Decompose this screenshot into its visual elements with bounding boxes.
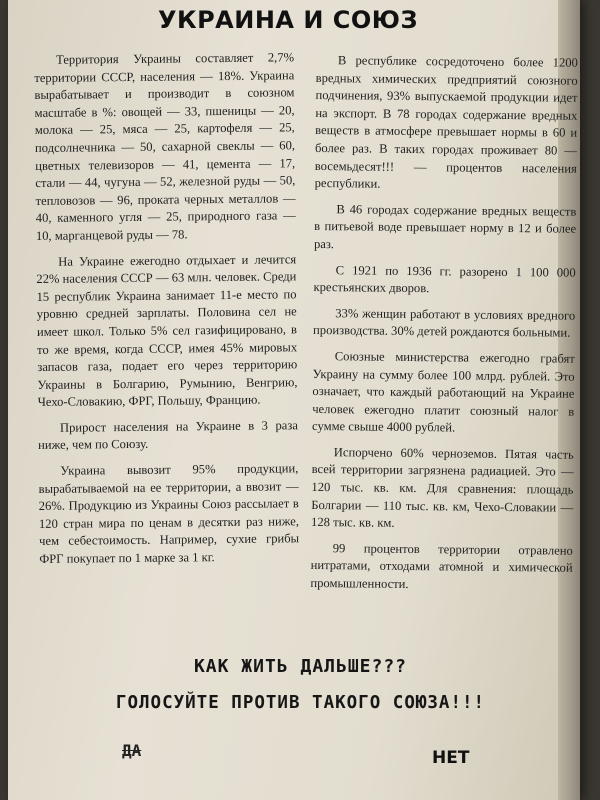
paragraph: Территория Украины составляет 2,7% территории СССР, населения — 18%. Украина вырабатывает и производит в союзном масштабе в %: овощей — 33, пшеницы — 20, молока — 25, мяса — 25, картофеля — 25, подсолнечника — 50, сахарной свеклы — 60, цветных телевизоров — 41, цемента — 17, стали — 44, чугуна — 52, железной руды — 50, тепловозов — 96, проката черных металлов — 40, каменного угля — 25, природного газа — 10, марганцевой руды — 78. — [34, 50, 296, 243]
vote-yes-crossed: ДА — [122, 741, 142, 760]
paragraph: Союзные министерства ежегодно грабят Украину на сумму более 100 млрд. рублей. Это означает, что каждый работающий на Украине человек ежегодно платит союзный налог в сумме свыше 4000 рублей. — [312, 349, 575, 435]
paragraph: С 1921 по 1936 гг. разорено 1 100 000 крестьянских дворов. — [313, 262, 576, 296]
left-column — [34, 49, 299, 576]
paragraph: 33% женщин работают в условиях вредного производства. 30% детей рождаются больными. — [313, 305, 576, 340]
paragraph: В 46 городах содержание вредных веществ в питьевой воде превышает норму в 12 и более раз. — [313, 201, 577, 252]
paragraph: Испорчено 60% черноземов. Пятая часть всей территории загрязнена радиацией. Это — 120 тыс. кв. км. Для сравнения: площадь Болгарии — 110 тыс. кв. км, Чехо-Словакии — 128 тыс. кв. км. — [311, 445, 574, 531]
vote-no: НЕТ — [432, 748, 470, 768]
paragraph: Украина вывозит 95% продукции, вырабатываемой на ее территории, а ввозит — 26%. Продукцию из Украины Союз рассылает в 120 стран мира по ценам в десятки раз ниже, чем себестоимость. Например, сухие грибы ФРГ покупает по 1 марке за 1 кг. — [38, 461, 300, 567]
leaflet-page — [8, 0, 580, 800]
right-column — [310, 52, 578, 603]
paragraph: В республике сосредоточено более 1200 вредных химических предприятий союзного подчинения, 93% выпускаемой продукции идет на экспорт. В 78 городах содержание вредных веществ в атмосфере превышает нормы в 60 и более раз. В таких городах проживает 80 — восемьдесят!!! — процентов населения республики. — [314, 53, 578, 191]
leaflet-title: УКРАИНА И СОЮЗ — [157, 6, 419, 34]
question-line: КАК ЖИТЬ ДАЛЬШЕ??? — [193, 656, 408, 677]
paragraph: 99 процентов территории отравлено нитратами, отходами атомной и химической промышленности. — [310, 541, 573, 592]
paragraph: Прирост населения на Украине в 3 раза ниже, чем по Союзу. — [38, 418, 298, 453]
call-to-vote-line: ГОЛОСУЙТЕ ПРОТИВ ТАКОГО СОЮЗА!!! — [115, 693, 486, 713]
paragraph: На Украине ежегодно отдыхает и лечится 22% населения СССР — 63 млн. человек. Среди 15 республик Украина занимает 11-е место по уровню средней зарплаты. Половина сел не имеет школ. Только 5% сел газифицировано, в то же время, когда СССР, имея 45% мировых запасов газа, подает его через территорию Украины в Болгарию, Румынию, Венгрию, Чехо-Словакию, ФРГ, Польшу, Францию. — [36, 251, 298, 410]
